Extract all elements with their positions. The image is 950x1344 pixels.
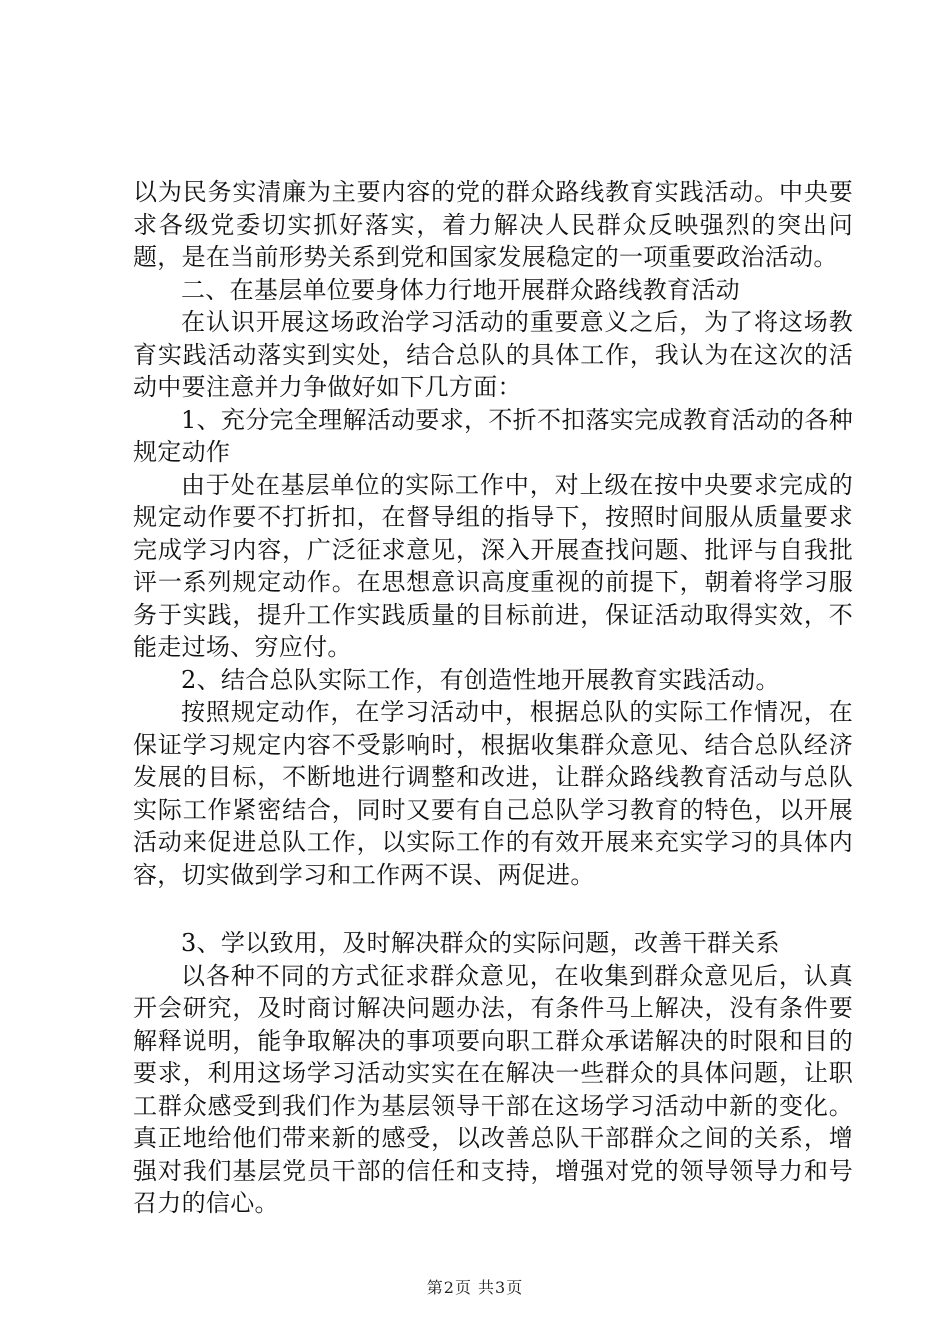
paragraph-intro-continuation: 以为民务实清廉为主要内容的党的群众路线教育实践活动。中央要求各级党委切实抓好落实，着力解决人民群众反映强烈的突出问题，是在当前形势关系到党和国家发展稳定的一项重要政治活动。 [133, 178, 853, 271]
item-heading-1: 1、充分完全理解活动要求，不折不扣落实完成教育活动的各种规定动作 [133, 405, 853, 466]
section-heading-2: 二、在基层单位要身体力行地开展群众路线教育活动 [181, 275, 740, 304]
paragraph-item-1: 由于处在基层单位的实际工作中，对上级在按中央要求完成的规定动作要不打折扣，在督导组的指导下，按照时间服从质量要求完成学习内容，广泛征求意见，深入开展查找问题、批评与自我批评一系列规定动作。在思想意识高度重视的前提下，朝着将学习服务于实践，提升工作实践质量的目标前进，保证活动取得实效，不能走过场、穷应付。 [133, 470, 853, 661]
paragraph-item-3: 以各种不同的方式征求群众意见，在收集到群众意见后，认真开会研究，及时商讨解决问题办法，有条件马上解决，没有条件要解释说明，能争取解决的事项要向职工群众承诺解决的时限和目的要求，利用这场学习活动实实在在解决一些群众的具体问题，让职工群众感受到我们作为基层领导干部在这场学习活动中新的变化。真正地给他们带来新的感受，以改善总队干部群众之间的关系，增强对我们基层党员干部的信任和支持，增强对党的领导领导力和号召力的信心。 [133, 961, 853, 1217]
paragraph-item-2: 按照规定动作，在学习活动中，根据总队的实际工作情况，在保证学习规定内容不受影响时，根据收集群众意见、结合总队经济发展的目标，不断地进行调整和改进，让群众路线教育活动与总队实际工作紧密结合，同时又要有自己总队学习教育的特色，以开展活动来促进总队工作，以实际工作的有效开展来充实学习的具体内容，切实做到学习和工作两不误、两促进。 [133, 698, 853, 889]
item-heading-2: 2、结合总队实际工作，有创造性地开展教育实践活动。 [181, 665, 780, 694]
document-body [133, 176, 853, 1220]
page-number-footer: 第2页 共3页 [426, 1278, 524, 1297]
item-heading-3: 3、学以致用，及时解决群众的实际问题，改善干群关系 [181, 929, 780, 957]
paragraph-section-2-intro: 在认识开展这场政治学习活动的重要意义之后，为了将这场教育实践活动落实到实处，结合总队的具体工作，我认为在这次的活动中要注意并力争做好如下几方面： [133, 308, 853, 401]
